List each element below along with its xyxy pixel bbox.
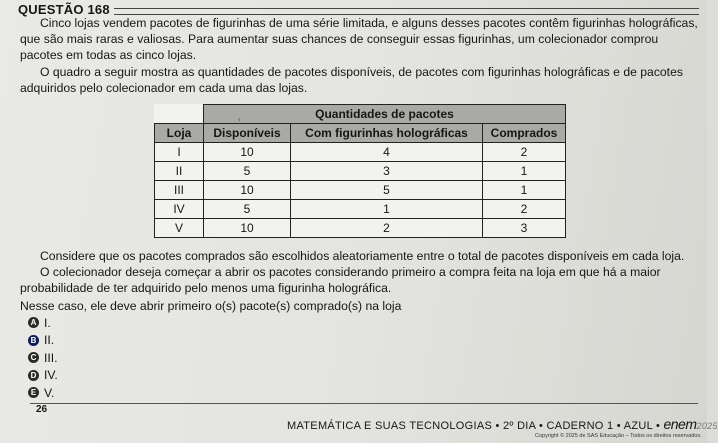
copyright: Copyright © 2025 de SAS Educação – Todos os direitos reservados. [535,433,702,439]
cell-store: III [155,181,204,200]
cell-holographic: 4 [291,143,483,162]
option-text: I. [44,315,51,330]
question-title: QUESTÃO 168 [18,2,110,17]
cell-bought: 1 [483,181,566,200]
paragraph-intro: Cinco lojas vendem pacotes de figurinhas de uma série limitada, e alguns desses pacotes contêm figurinhas holográficas, que são mais raras e valiosas. Para aumentar suas chances de conseguir essas figurinhas, um colecionador comprou pacotes em todas as cinco lojas. [20,16,698,62]
paragraph-assumption: Considere que os pacotes comprados são escolhidos aleatoriamente entre o total de pacotes disponíveis em cada loja. [40,249,685,263]
title-rule [114,8,699,15]
cell-store: V [155,219,204,238]
paragraph-table-intro: O quadro a seguir mostra as quantidades de pacotes disponíveis, de pacotes com figurinhas holográficas e de pacotes adquiridos pelo colecionador em cada uma das lojas. [20,65,683,95]
answer-options [28,314,58,402]
option-text: III. [44,350,58,365]
footer-rule [30,403,698,404]
option-letter-badge: A [28,317,39,328]
cell-holographic: 5 [291,181,483,200]
cell-holographic: 2 [291,219,483,238]
question-prompt: Nesse caso, ele deve abrir primeiro o(s) pacote(s) comprado(s) na loja [20,299,402,313]
cell-available: 10 [204,143,291,162]
packets-table [154,104,566,238]
table-row [155,200,566,219]
header-available: Disponíveis [204,124,291,143]
option-a[interactable] [28,314,58,332]
paragraph-goal: O colecionador deseja começar a abrir os pacotes considerando primeiro a compra feita na loja em que há a maior probabilidade de ter adquirido pelo menos uma figurinha holográfica. [20,265,661,295]
option-b[interactable] [28,332,58,350]
table-row [155,219,566,238]
table-row [155,181,566,200]
option-text: V. [44,385,55,400]
cell-available: 5 [204,200,291,219]
option-letter-badge: D [28,370,39,381]
table-corner-blank [155,105,204,124]
footer-line [287,416,718,432]
option-c[interactable] [28,349,58,367]
option-d[interactable] [28,367,58,385]
cell-store: II [155,162,204,181]
table-row [155,143,566,162]
cell-available: 10 [204,219,291,238]
cell-bought: 2 [483,200,566,219]
cell-holographic: 3 [291,162,483,181]
header-bought: Comprados [483,124,566,143]
option-letter-badge: C [28,352,39,363]
option-letter-badge: B [28,335,39,346]
page-number: 26 [36,404,48,415]
enem-logo: enem [663,416,697,432]
table-row [155,162,566,181]
cell-available: 10 [204,181,291,200]
footer-year: 2025 [696,421,718,431]
cell-bought: 3 [483,219,566,238]
cell-bought: 2 [483,143,566,162]
option-letter-badge: E [28,387,39,398]
cell-bought: 1 [483,162,566,181]
footer-text: MATEMÁTICA E SUAS TECNOLOGIAS • 2º DIA • CADERNO 1 • AZUL • [287,420,661,432]
option-e[interactable] [28,384,58,402]
pen-mark: ‹ [238,114,241,124]
option-text: II. [44,333,55,348]
cell-store: I [155,143,204,162]
header-holographic: Com figurinhas holográficas [291,124,483,143]
cell-holographic: 1 [291,200,483,219]
option-text: IV. [44,368,58,383]
cell-store: IV [155,200,204,219]
header-store: Loja [155,124,204,143]
cell-available: 5 [204,162,291,181]
table-group-header: Quantidades de pacotes [204,105,566,124]
